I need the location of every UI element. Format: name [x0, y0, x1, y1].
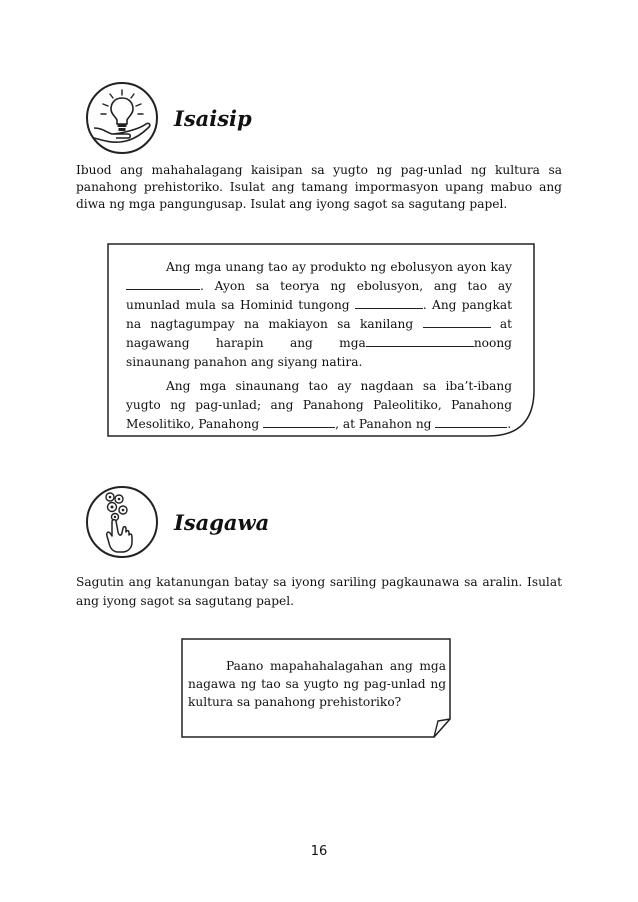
page-number: 16: [310, 844, 328, 859]
isagawa-question: Paano mapahahalagahan ang mga nagawa ng tao sa yugto ng pag-unlad ng kultura sa panahong prehistoriko?: [188, 659, 446, 709]
isaisip-fill-in-text: [126, 258, 512, 434]
answer-blank-5[interactable]: [263, 415, 335, 428]
answer-blank-6[interactable]: [435, 415, 507, 428]
fill-in-paragraph-1: Ang mga unang tao ay produkto ng ebolusyon ayon kay . Ayon sa teorya ng ebolusyon, ang tao ay umunlad mula sa Hominid tungong . Ang pangkat na nagtagumpay na makiayon sa kanilang at nagawang harapin ang mga noong sinaunang panahon ang siyang natira.: [126, 260, 513, 369]
isagawa-instructions: Sagutin ang katanungan batay sa iyong sariling pagkaunawa sa aralin. Isulat ang iyong sagot sa sagutang papel.: [76, 575, 562, 608]
answer-blank-4[interactable]: [366, 334, 474, 347]
isaisip-instructions: Ibuod ang mahahalagang kaisipan sa yugto ng pag-unlad ng kultura sa panahong prehistoriko. Isulat ang tamang impormasyon upang mabuo ang diwa ng mga pangungusap. Isulat ang iyong sagot sa sagutang papel.: [76, 163, 562, 211]
lightbulb-in-hand-icon: [88, 84, 156, 152]
gears-in-hand-icon: [88, 488, 156, 556]
answer-blank-3[interactable]: [423, 315, 491, 328]
isagawa-heading: Isagawa: [174, 510, 270, 535]
answer-blank-2[interactable]: [355, 296, 423, 309]
isagawa-icon-circle: [86, 486, 158, 558]
isaisip-icon-circle: [86, 82, 158, 154]
isaisip-heading: Isaisip: [174, 106, 252, 131]
answer-blank-1[interactable]: [126, 277, 200, 290]
fill-in-paragraph-2: Ang mga sinaunang tao ay nagdaan sa iba’t-ibang yugto ng pag-unlad; ang Panahong Paleolitiko, Panahong Mesolitiko, Panahong , at Panahon ng .: [126, 379, 512, 431]
